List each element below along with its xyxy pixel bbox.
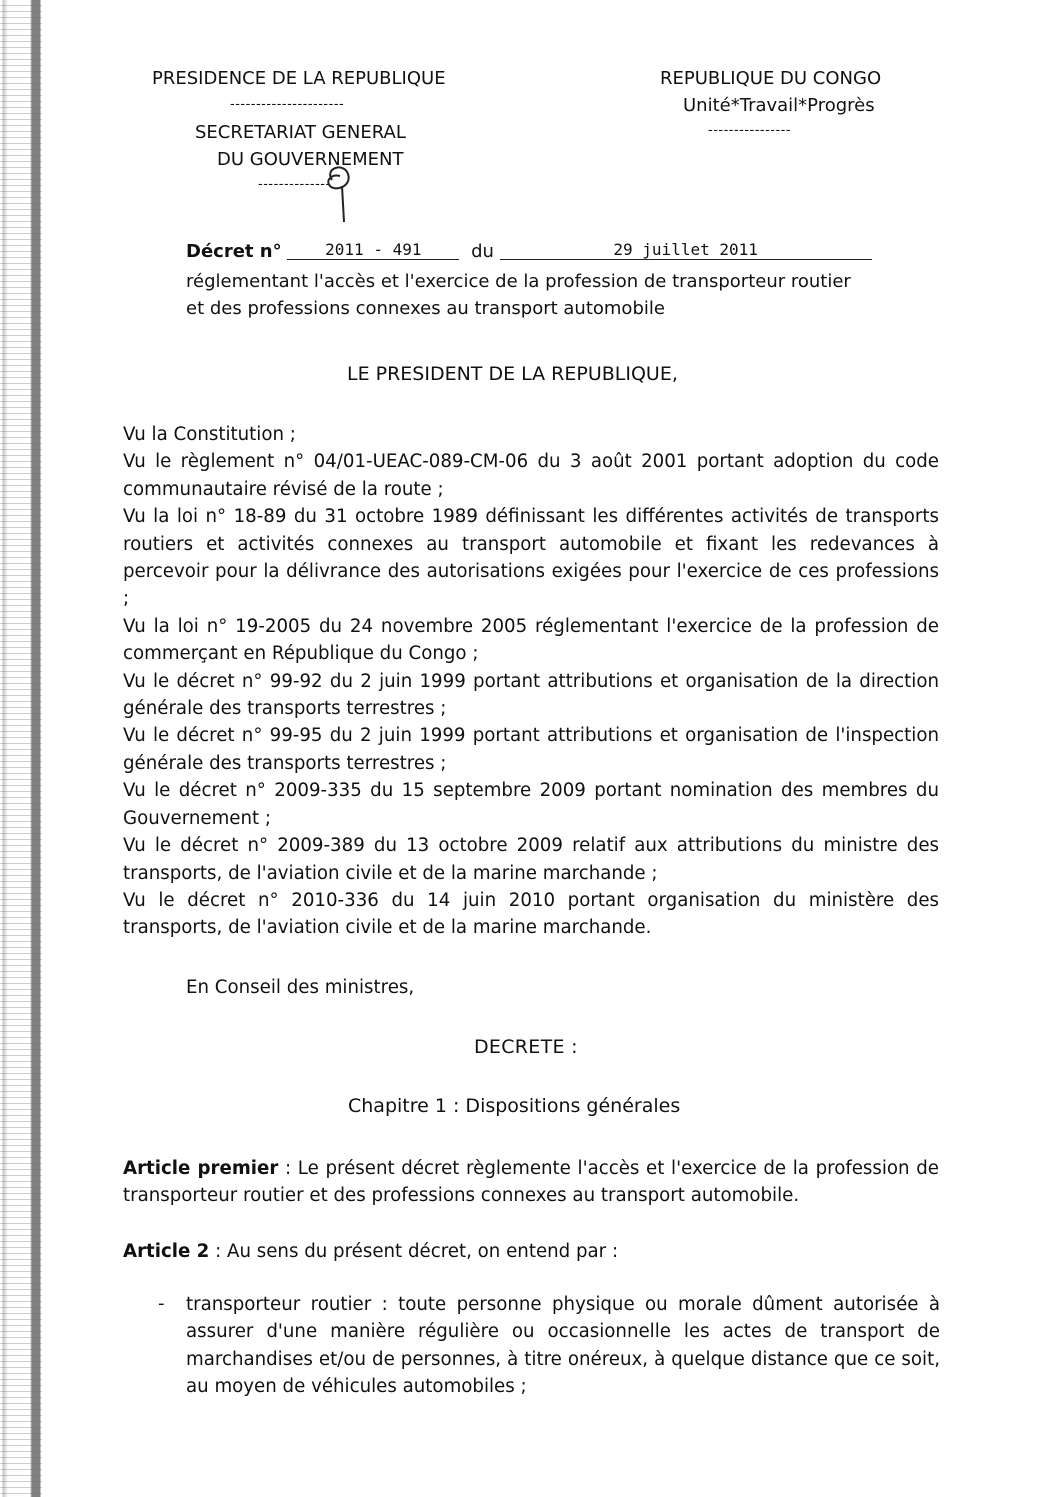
- header-divider: ----------------: [708, 123, 792, 138]
- header-devise: Unité*Travail*Progrès: [683, 95, 875, 116]
- visa-item: Vu le décret n° 2010-336 du 14 juin 2010 portant organisation du ministère des transports, de l'aviation civile et de la marine marchande.: [123, 889, 939, 939]
- handwritten-initial-mark: [310, 160, 370, 224]
- decree-title: [186, 268, 851, 322]
- decree-date: 29 juillet 2011: [500, 240, 872, 260]
- visa-item: Vu la Constitution ;: [123, 424, 296, 445]
- decrete-heading: DECRETE :: [474, 1036, 578, 1058]
- header-republique: REPUBLIQUE DU CONGO: [660, 68, 882, 89]
- visa-item: Vu la loi n° 18-89 du 31 octobre 1989 définissant les différentes activités de transports routiers et activités connexes au transport automobile et fixant les redevances à percevoir pour la délivrance des autorisations exigées pour l'exercice de ces professions ;: [123, 506, 939, 610]
- visa-item: Vu le règlement n° 04/01-UEAC-089-CM-06 du 3 août 2001 portant adoption du code communautaire révisé de la route ;: [123, 451, 939, 500]
- article-label: Article premier: [123, 1158, 279, 1179]
- decree-number: 2011 - 491: [287, 240, 459, 260]
- article-text: : Le présent décret règlemente l'accès et l'exercice de la profession de transporteur routier et des professions connexes au transport automobile.: [123, 1158, 939, 1207]
- decree-du-label: du: [471, 241, 494, 262]
- header-secretariat: SECRETARIAT GENERAL: [195, 122, 406, 143]
- decree-title-line: et des professions connexes au transport automobile: [186, 298, 665, 319]
- conseil-line: En Conseil des ministres,: [186, 977, 415, 998]
- article-1: [123, 1155, 939, 1210]
- visas-list: [123, 421, 939, 942]
- definition-item: transporteur routier : toute personne physique ou morale dûment autorisée à assurer d'une manière régulière ou occasionnelle les actes de transport de marchandises et/ou de personnes, à titre onéreux, à quelque distance que ce soit, au moyen de véhicules automobiles ;: [186, 1294, 940, 1398]
- article-label: Article 2: [123, 1241, 210, 1262]
- scan-edge-artifact: [0, 0, 42, 1497]
- decree-title-line: réglementant l'accès et l'exercice de la profession de transporteur routier: [186, 271, 851, 292]
- decree-label: Décret n°: [186, 241, 282, 262]
- president-heading: LE PRESIDENT DE LA REPUBLIQUE,: [347, 363, 678, 385]
- visa-item: Vu le décret n° 99-95 du 2 juin 1999 portant attributions et organisation de l'inspection générale des transports terrestres ;: [123, 725, 939, 774]
- article-2: [123, 1238, 939, 1265]
- decree-number-line: [186, 240, 872, 262]
- visa-item: Vu le décret n° 2009-335 du 15 septembre 2009 portant nomination des membres du Gouvernement ;: [123, 780, 939, 829]
- article-text: : Au sens du présent décret, on entend par :: [209, 1241, 619, 1262]
- chapter-heading: Chapitre 1 : Dispositions générales: [348, 1095, 681, 1117]
- header-divider: ----------------------: [230, 97, 345, 112]
- visa-item: Vu le décret n° 99-92 du 2 juin 1999 portant attributions et organisation de la direction générale des transports terrestres ;: [123, 670, 939, 720]
- visa-item: Vu la loi n° 19-2005 du 24 novembre 2005 réglementant l'exercice de la profession de commerçant en République du Congo ;: [123, 615, 939, 665]
- definition-dash: -: [158, 1293, 165, 1314]
- header-divider: --------------: [258, 177, 331, 192]
- header-gouvernement: DU GOUVERNEMENT: [217, 149, 404, 170]
- visa-item: Vu le décret n° 2009-389 du 13 octobre 2009 relatif aux attributions du ministre des transports, de l'aviation civile et de la marine marchande ;: [123, 835, 939, 884]
- header-presidence: PRESIDENCE DE LA REPUBLIQUE: [152, 68, 446, 89]
